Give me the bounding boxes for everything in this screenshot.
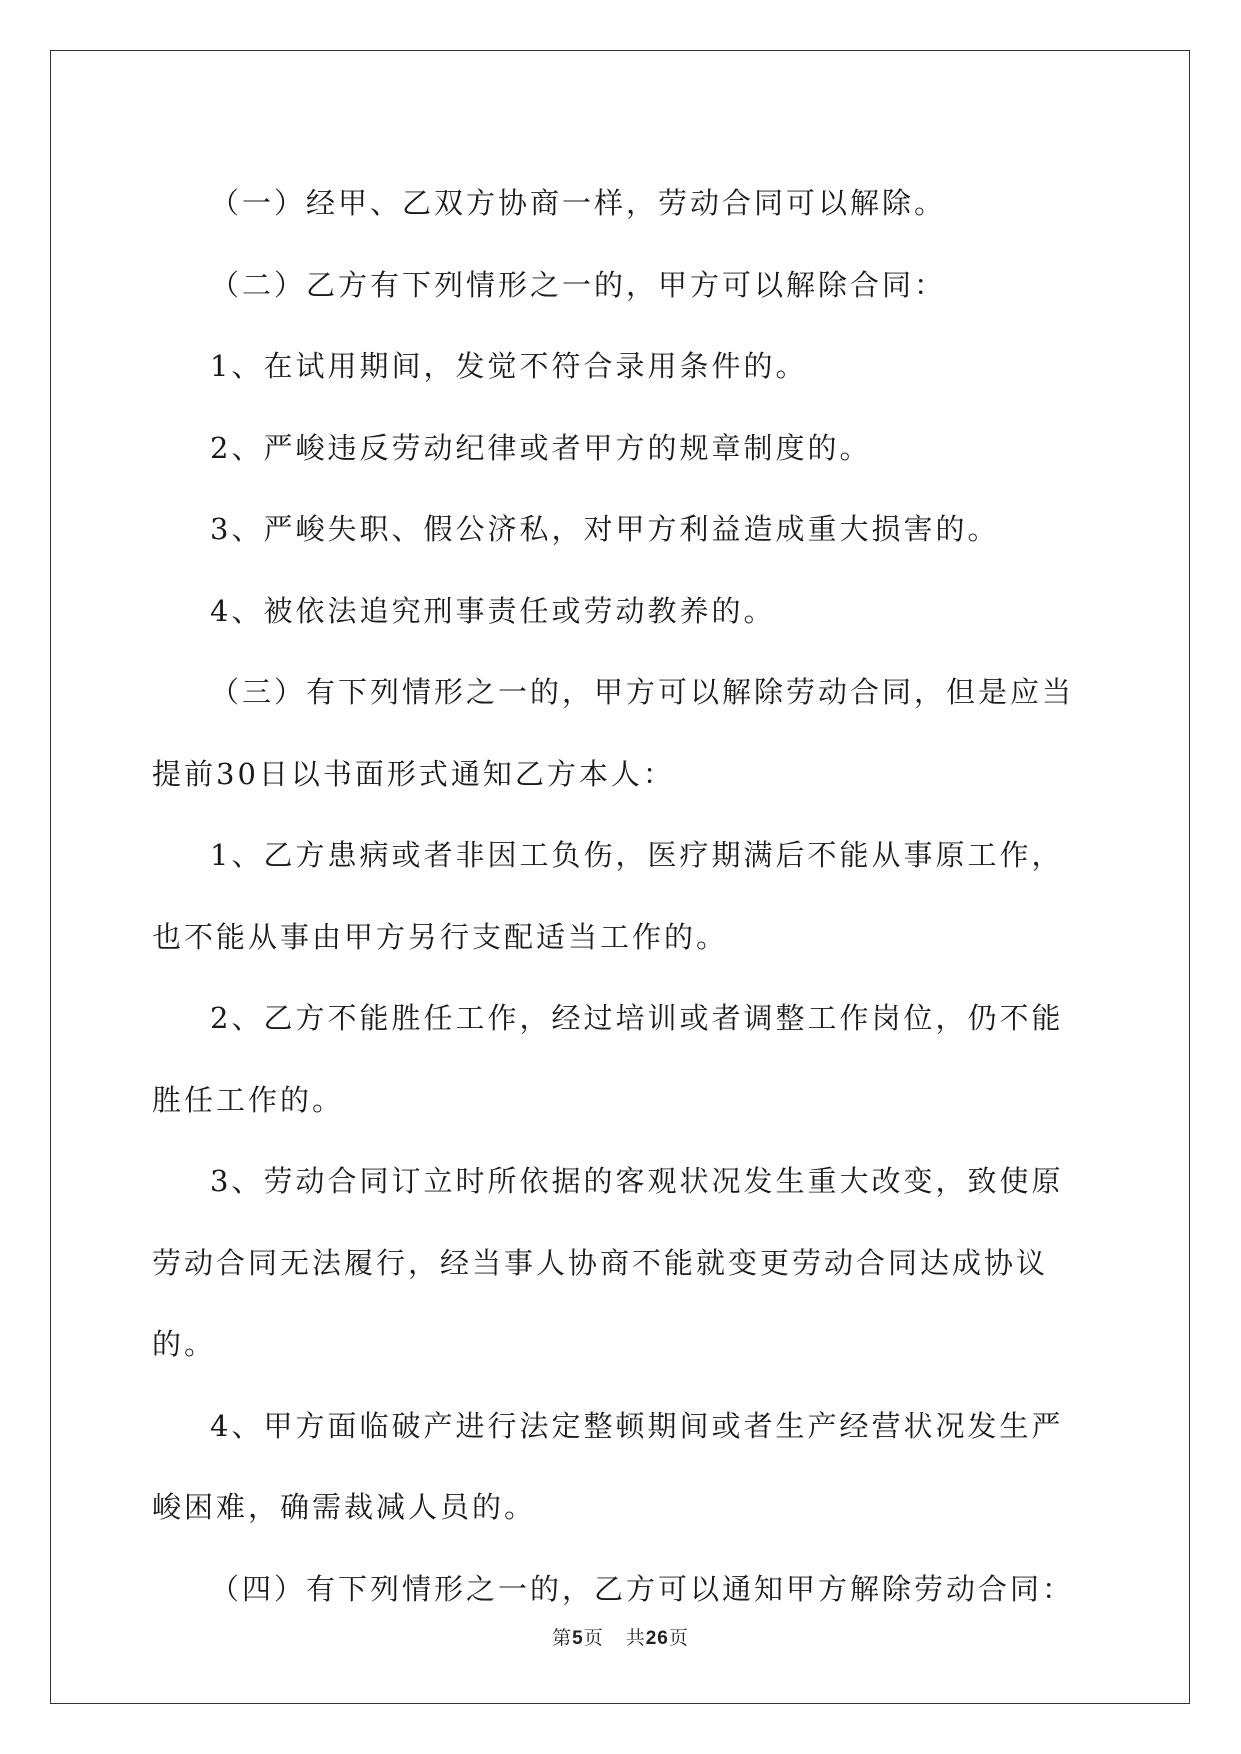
paragraph-4: 2、严峻违反劳动纪律或者甲方的规章制度的。 [210, 430, 872, 465]
paragraph-10: 3、劳动合同订立时所依据的客观状况发生重大改变，致使原劳动合同无法履行，经当事人协商不能就变更劳动合同达成协议的。 [152, 1164, 1064, 1361]
paragraph-7: （三）有下列情形之一的，甲方可以解除劳动合同，但是应当提前30日以书面形式通知乙方本人： [152, 675, 1075, 791]
page-footer [0, 1623, 1241, 1650]
footer-total-pages: 26 [645, 1628, 669, 1649]
paragraph-5: 3、严峻失职、假公济私，对甲方利益造成重大损害的。 [210, 512, 1000, 546]
paragraph-3: 1、在试用期间，发觉不符合录用条件的。 [210, 349, 808, 383]
paragraph-9: 2、乙方不能胜任工作，经过培训或者调整工作岗位，仍不能胜任工作的。 [152, 1001, 1064, 1117]
paragraph-8: 1、乙方患病或者非因工负伤，医疗期满后不能从事原工作，也不能从事由甲方另行支配适当工作的。 [152, 838, 1064, 954]
footer-page-number: 5 [572, 1628, 584, 1649]
paragraph-6: 4、被依法追究刑事责任或劳动教养的。 [210, 593, 776, 628]
document-body [152, 163, 1092, 1630]
paragraph-12: （四）有下列情形之一的，乙方可以通知甲方解除劳动合同： [210, 1571, 1075, 1606]
paragraph-1: （一）经甲、乙双方协商一样，劳动合同可以解除。 [210, 186, 947, 220]
paragraph-2: （二）乙方有下列情形之一的，甲方可以解除合同： [210, 267, 947, 302]
paragraph-11: 4、甲方面临破产进行法定整顿期间或者生产经营状况发生严峻困难，确需裁减人员的。 [152, 1408, 1064, 1524]
footer-page-prefix: 第 [552, 1627, 573, 1649]
footer-total-suffix: 页 [668, 1627, 689, 1649]
footer-page-suffix: 页 [583, 1627, 604, 1649]
footer-total-prefix: 共 [625, 1627, 646, 1649]
